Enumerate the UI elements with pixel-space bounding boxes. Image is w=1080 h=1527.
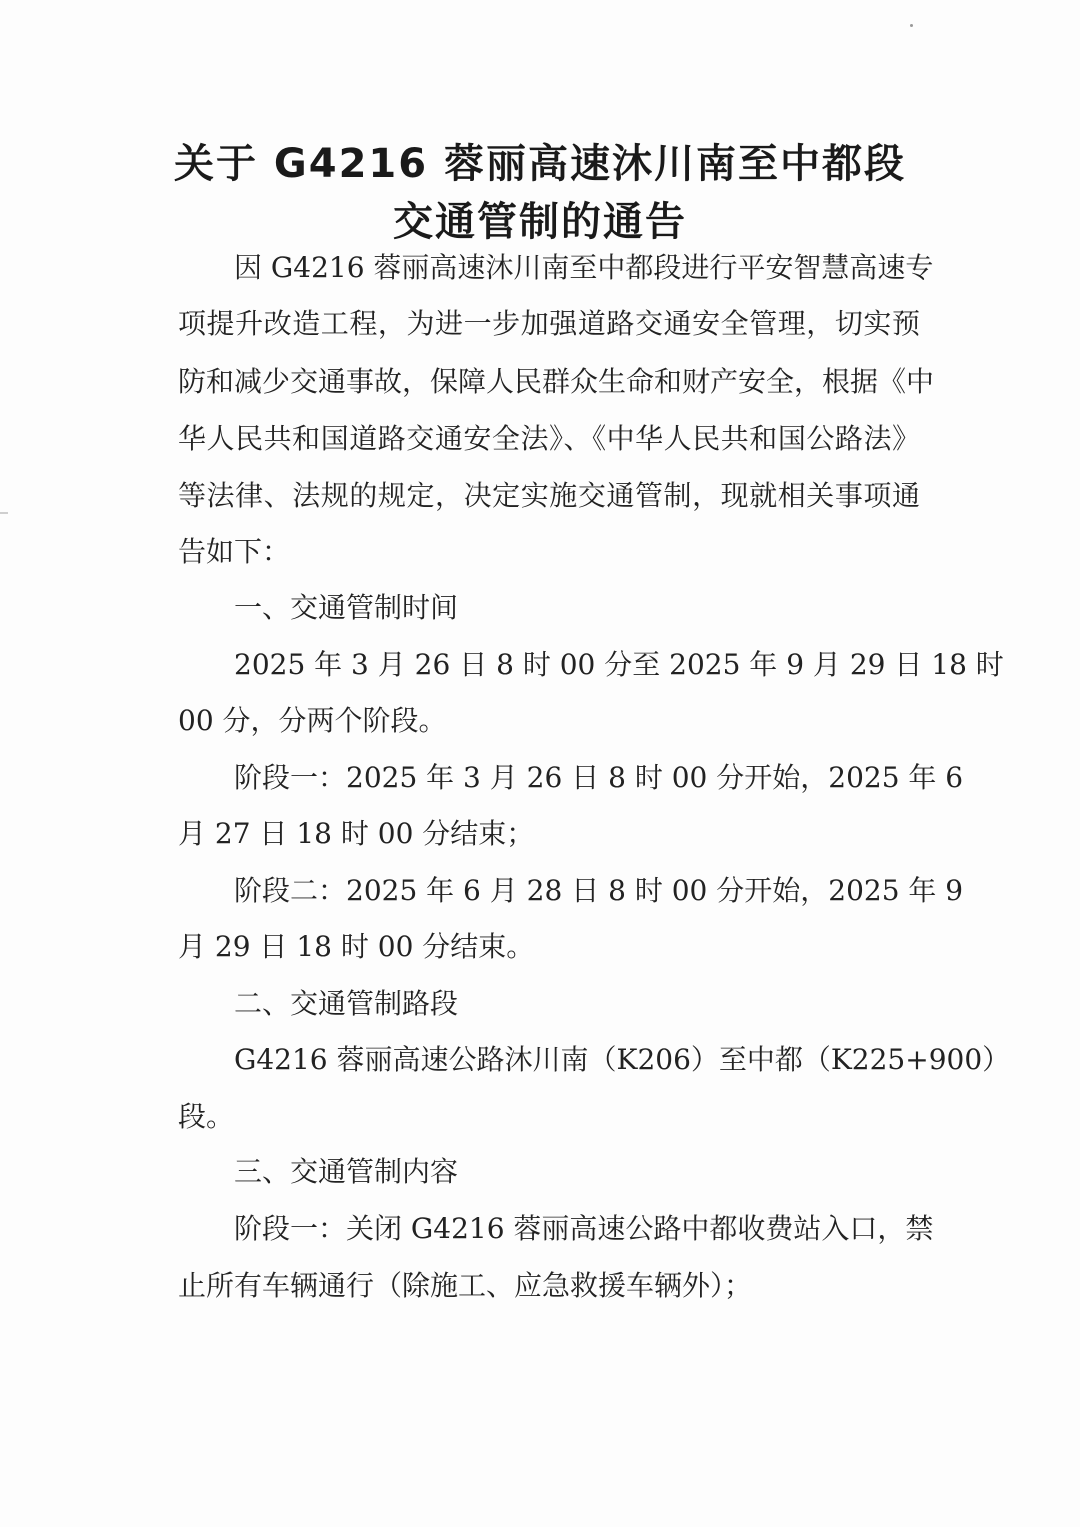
section-line: 阶段二：2025 年 6 月 28 日 8 时 00 分开始，2025 年 9 xyxy=(234,874,964,907)
section-line: 月 27 日 18 时 00 分结束； xyxy=(178,817,535,850)
scan-speck xyxy=(910,24,913,27)
section-line: 00 分，分两个阶段。 xyxy=(178,704,447,737)
section-line: 月 29 日 18 时 00 分结束。 xyxy=(178,930,535,963)
section-heading-road: 二、交通管制路段 xyxy=(234,987,459,1020)
section-line: 段。 xyxy=(178,1100,235,1133)
notice-title-line-2: 交通管制的通告 xyxy=(393,199,687,245)
section-heading-content: 三、交通管制内容 xyxy=(234,1155,459,1188)
intro-line: 因 G4216 蓉丽高速沐川南至中都段进行平安智慧高速专 xyxy=(234,251,934,284)
section-line: 阶段一：2025 年 3 月 26 日 8 时 00 分开始，2025 年 6 xyxy=(234,761,964,794)
section-line: 2025 年 3 月 26 日 8 时 00 分至 2025 年 9 月 29 日 18 时 xyxy=(234,648,1004,681)
intro-line: 等法律、法规的规定，决定实施交通管制，现就相关事项通 xyxy=(178,479,920,512)
intro-line: 华人民共和国道路交通安全法》、《中华人民共和国公路法》 xyxy=(178,422,920,455)
section-line: 阶段一：关闭 G4216 蓉丽高速公路中都收费站入口，禁 xyxy=(234,1212,934,1245)
notice-title-line-1: 关于 G4216 蓉丽高速沐川南至中都段 xyxy=(173,141,906,187)
scan-edge-mark xyxy=(0,512,8,514)
section-line: G4216 蓉丽高速公路沐川南（K206）至中都（K225+900） xyxy=(234,1043,1011,1076)
intro-line: 告如下： xyxy=(178,535,291,568)
intro-line: 防和减少交通事故，保障人民群众生命和财产安全，根据《中 xyxy=(178,365,935,398)
section-heading-time: 一、交通管制时间 xyxy=(234,591,459,624)
intro-line: 项提升改造工程，为进一步加强道路交通安全管理，切实预 xyxy=(178,307,920,340)
section-line: 止所有车辆通行（除施工、应急救援车辆外）； xyxy=(178,1269,753,1302)
